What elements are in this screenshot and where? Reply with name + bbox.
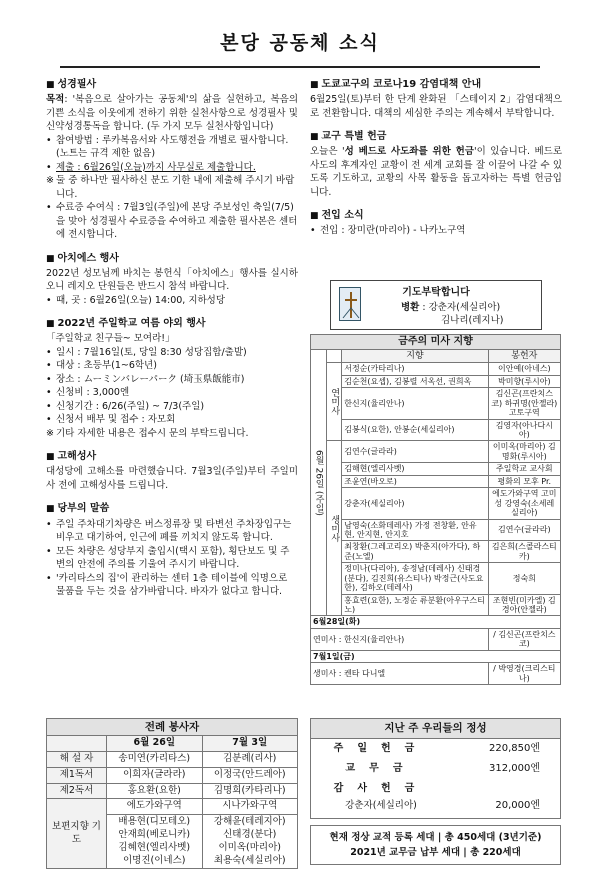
dot-bullet-icon: • — [46, 387, 52, 399]
table-row — [47, 799, 298, 815]
offering-amount: 220,850엔 — [488, 742, 540, 754]
section-heading: 고해성사 — [57, 451, 97, 463]
table-row — [311, 363, 561, 375]
dot-bullet-icon: • — [46, 360, 52, 372]
square-bullet-icon: ■ — [46, 319, 55, 330]
offerer-cell: 박미향(루시아) — [488, 375, 560, 387]
list-item: '카리타스의 집'이 관리하는 센터 1층 테이블에 익명으로 물품을 두는 것을 삼가바랍니다. 바자가 없다고 합니다. — [56, 572, 288, 597]
column-header: 지향 — [342, 349, 488, 363]
table-row — [311, 616, 561, 628]
offerer-cell: 주일학교 교사회 — [488, 463, 560, 475]
section-covid — [310, 78, 562, 120]
square-bullet-icon: ■ — [310, 211, 319, 222]
name-cell: 최용숙(세실리아) — [213, 854, 286, 866]
intention-cell: 김연수(글라라) — [342, 441, 488, 463]
table-title: 금주의 미사 지향 — [311, 335, 561, 350]
offerer-cell: / 박영경(크리스티나) — [488, 663, 560, 685]
offerer-cell: 김연수(글라라) — [488, 519, 560, 541]
dot-bullet-icon: • — [46, 518, 52, 530]
name-cell: 김분례(리사) — [202, 751, 298, 767]
intention-cell: 한신지(율리안나) — [342, 388, 488, 419]
name-cell: 배용현(디모테오) — [118, 816, 191, 828]
weekday-date: 7월1일(금) — [311, 650, 561, 662]
name-cell: 이명진(이네스) — [123, 854, 186, 866]
section-requests — [46, 502, 298, 598]
mass-intention-table — [310, 334, 561, 685]
stat-line: 2021년 교무금 납부 세대 | 총 220세대 — [350, 847, 521, 859]
page-title: 본당 공동체 소식 — [220, 32, 380, 54]
list-item: 장소 : ムーミンバレーパーク (埼玉県飯能市) — [56, 373, 245, 385]
table-row — [311, 475, 561, 487]
dot-bullet-icon: • — [310, 225, 316, 237]
list-item: 일시 : 7월16일(토, 당일 8:30 성당집합/출발) — [56, 346, 247, 358]
dot-bullet-icon: • — [46, 373, 52, 385]
table-row — [47, 783, 298, 799]
role-cell: 제1독서 — [47, 767, 107, 783]
role-cell: 제2독서 — [47, 783, 107, 799]
table-row — [311, 463, 561, 475]
section-heading: 도쿄교구의 코로나19 감염대책 안내 — [321, 79, 482, 90]
prayer-title: 기도부탁합니다 — [402, 287, 470, 298]
section-heading: 성경필사 — [57, 79, 97, 90]
thanks-name: 강춘자(세실리아) — [345, 799, 417, 811]
intention-cell: 서정순(카타리나) — [342, 363, 488, 375]
section-bible-copy — [46, 78, 298, 242]
dot-bullet-icon: • — [46, 202, 52, 214]
square-bullet-icon: ■ — [310, 132, 319, 143]
offerer-cell: 에도가와구역 고미성 강영숙(소세레실리아) — [488, 488, 560, 519]
left-column — [46, 78, 298, 608]
name-cell: 홍요환(요한) — [107, 783, 203, 799]
list-item: 때, 곳 : 6월26일(오늘) 14:00, 지하성당 — [56, 294, 226, 306]
dot-bullet-icon: • — [46, 294, 52, 306]
role-cell: 보편지향 기 도 — [47, 799, 107, 869]
prayer-name: 김나리(레지나) — [441, 315, 504, 327]
liturgy-servers-table — [46, 718, 298, 869]
table-row — [311, 388, 561, 419]
square-bullet-icon: ■ — [310, 80, 319, 90]
intention-cell: 연미사 : 한신지(율리안나) — [311, 628, 489, 650]
body-bold-text: 성 베드로 사도좌를 위한 헌금 — [344, 146, 474, 158]
mass-date-label: 6월 26일 (주일) — [311, 349, 327, 616]
name-cell: 김혜현(엘리사벳) — [118, 841, 191, 853]
table-row — [311, 441, 561, 463]
offerer-cell: 김영자(아나다시아) — [488, 419, 560, 441]
section-acies — [46, 252, 298, 308]
list-item: 모든 차량은 성당부지 출입시(택시 포함), 횡단보도 및 주변의 안전에 주의를 기울여 주시기 바랍니다. — [56, 545, 290, 571]
dot-bullet-icon: • — [46, 545, 52, 557]
list-item: 기타 자세한 내용은 접수시 문의 부탁드립니다. — [56, 427, 249, 439]
offerer-cell: 정숙희 — [488, 563, 560, 594]
intention-cell: 생미사 : 켄타 다니엘 — [311, 663, 489, 685]
square-bullet-icon: ■ — [46, 80, 55, 90]
intention-cell: 홍효련(요한), 노정순 류분환(아우구스티노) — [342, 594, 488, 616]
region-cell: 시나가와구역 — [202, 799, 298, 815]
section-sunday-school — [46, 317, 298, 440]
table-title: 전례 봉사자 — [47, 719, 298, 736]
offerer-cell: 이미옥(마리아) 김명화(루시아) — [488, 441, 560, 463]
offerings-panel — [310, 718, 561, 865]
dot-bullet-icon: • — [46, 134, 52, 146]
section-body: 6월25일(토)부터 한 단계 완화된 「스테이지 2」감염대책으로 전환합니다. 대책의 세심한 주의는 계속해서 부탁합니다. — [310, 94, 562, 119]
list-item: 제출 : 6월26일(오늘)까지 사무실로 제출합니다. — [56, 161, 256, 173]
section-special-collection — [310, 130, 562, 199]
section-subtitle: 「주일학교 친구들~ 모여라!」 — [46, 333, 175, 345]
name-cell: 이희자(글라라) — [107, 767, 203, 783]
name-cell: 송미연(카리타스) — [107, 751, 203, 767]
intention-cell: 김순천(요셉), 김봉렬 서옥선, 권희옥 — [342, 375, 488, 387]
section-body: 대성당에 고해소를 마련했습니다. 7월3일(주일)부터 주일미사 전에 고해성사를 드립니다. — [46, 466, 298, 491]
section-body: 2022년 성모님께 바치는 봉헌식「아치에스」행사를 실시하오니 레지오 단원들은 반드시 참석 바랍니다. — [46, 267, 298, 293]
table-row — [311, 650, 561, 662]
offerer-cell: 평화의 모후 Pr. — [488, 475, 560, 487]
section-confession — [46, 450, 298, 492]
stat-line: 현재 정상 교적 등록 세대 | 총 450세대 (3년기준) — [329, 831, 542, 843]
prayer-request-box — [330, 280, 542, 330]
offering-row — [310, 779, 561, 799]
intention-cell: 정미나(다리아), 송정남(데레사) 신태경(분다), 김진희(유스티나) 박정근(사도요한), 김하오(데레사) — [342, 563, 488, 594]
table-row — [311, 628, 561, 650]
section-heading: 교구 특별 헌금 — [321, 131, 387, 143]
table-row — [311, 663, 561, 685]
role-cell: 해 설 자 — [47, 751, 107, 767]
section-heading: 당부의 말씀 — [57, 503, 110, 515]
table-row — [311, 541, 561, 563]
offerer-cell: 조현빈(미카엘) 김경아(안젤라) — [488, 594, 560, 616]
dot-bullet-icon: • — [46, 346, 52, 358]
table-row — [311, 563, 561, 594]
dot-bullet-icon: • — [46, 161, 52, 173]
list-item: 주일 주차대기차량은 버스정류장 및 타변선 주차장입구는 비우고 대기하여, 인근에 폐를 끼치지 않도록 합니다. — [56, 518, 292, 544]
prayer-name: : 강춘자(세실리아) — [422, 302, 501, 313]
list-item: 수료증 수여식 : 7월3일(주일)에 본당 주보성인 축일(7/5)을 맞아 성경필사 수료증을 수여하고 제출한 필사본은 센터에 전시합니다. — [56, 202, 298, 241]
square-bullet-icon: ■ — [46, 253, 55, 264]
section-heading: 아치에스 행사 — [57, 252, 119, 264]
table-row — [311, 488, 561, 519]
offerings-title: 지난 주 우리들의 정성 — [310, 718, 561, 739]
offerer-cell: 김신곤(프란치스코) 하귀명(안젤라) 고토구역 — [488, 388, 560, 419]
name-cell: 신태경(분다) — [223, 829, 277, 841]
offering-amount: 20,000엔 — [495, 799, 540, 811]
purpose-label: 목적 — [46, 94, 65, 106]
offerer-cell: / 김신곤(프란치스코) — [488, 628, 560, 650]
list-item: 신청비 : 3,000엔 — [56, 387, 130, 399]
column-header: 7월 3일 — [202, 736, 298, 752]
group-label: 연미사 — [326, 363, 342, 441]
offerer-cell: 이안예(아네스) — [488, 363, 560, 375]
name-cell: 김명희(카타리나) — [202, 783, 298, 799]
square-bullet-icon: ■ — [46, 504, 55, 515]
section-transfer-in — [310, 209, 562, 238]
intention-cell: 김해현(엘리사벳) — [342, 463, 488, 475]
table-row — [311, 419, 561, 441]
group-label: 생미사 — [326, 441, 342, 616]
asterisk-icon: ※ — [46, 175, 54, 187]
table-row — [47, 767, 298, 783]
list-item: 둘 중 하나만 필사하신 분도 기한 내에 제출해 주시기 바랍니다. — [56, 175, 295, 200]
intention-cell: 강춘자(세실리아) — [342, 488, 488, 519]
offering-row — [310, 739, 561, 759]
purpose-text: : '복음으로 살아가는 공동체'의 삶을 실현하고, 복음의 기쁜 소식을 이웃에게 전하기 위한 실천사항으로 성경필사 및 신약성경통독을 합니다. (두 가지 모두 실천사항입니다) — [46, 94, 298, 133]
household-stats — [310, 825, 561, 865]
name-cell: 강해윤(테레지아) — [213, 816, 286, 828]
prayer-label: 병환 — [401, 302, 420, 313]
list-item: 참여방법 : 루카복음서와 사도행전을 개별로 필사합니다. (노트는 규격 제한 없음) — [56, 134, 289, 160]
table-row — [311, 594, 561, 616]
list-item: 신청서 배부 및 접수 : 자모회 — [56, 414, 176, 426]
body-text: 오늘은 ' — [310, 146, 345, 158]
list-item: 전입 : 장미란(마리아) - 나카노구역 — [320, 225, 466, 237]
region-cell: 에도가와구역 — [107, 799, 203, 815]
dot-bullet-icon: • — [46, 400, 52, 412]
name-cell: 안재희(베로니카) — [118, 829, 191, 841]
page-title-wrap — [60, 30, 540, 57]
offering-label: 주일헌금 — [333, 742, 429, 754]
section-heading: 전입 소식 — [321, 210, 364, 222]
dot-bullet-icon: • — [46, 414, 52, 426]
column-header: 6월 26일 — [107, 736, 203, 752]
intention-cell: 남영숙(소화데레사) 가정 전창환, 안유현, 안지현, 안지호 — [342, 519, 488, 541]
intention-cell: 김봉식(요한), 안봉순(세실리아) — [342, 419, 488, 441]
column-header: 봉헌자 — [488, 349, 560, 363]
weekday-date: 6월28일(화) — [311, 616, 561, 628]
section-heading: 2022년 주일학교 여름 야외 행사 — [57, 318, 206, 330]
body-text: '이 있습니다. 베드로 사도의 후계자인 교황이 전 세계 교회를 잘 이끌어 나갈 수 있도록 기도하고, 교황의 사목 활동을 돕고자하는 특별 헌금입니다. — [310, 146, 563, 198]
offerer-cell: 김은희(스콜라스티카) — [488, 541, 560, 563]
table-row — [47, 751, 298, 767]
list-item: 대상 : 초등부(1~6학년) — [56, 360, 157, 372]
square-bullet-icon: ■ — [46, 452, 55, 463]
offering-row — [310, 799, 561, 819]
table-row — [311, 375, 561, 387]
intention-cell: 조윤연(바오로) — [342, 475, 488, 487]
asterisk-icon: ※ — [46, 427, 54, 439]
offering-label: 교무금 — [345, 762, 417, 774]
name-cell: 이정국(안드레아) — [202, 767, 298, 783]
intention-cell: 최창환(그레고리오) 박춘지(아가다), 하준(노엘) — [342, 541, 488, 563]
name-cell: 이미옥(마리아) — [218, 841, 281, 853]
offering-label: 감사헌금 — [333, 782, 429, 794]
dot-bullet-icon: • — [46, 572, 52, 584]
table-row — [311, 519, 561, 541]
offering-row — [310, 759, 561, 779]
title-divider — [60, 66, 540, 68]
offering-amount: 312,000엔 — [488, 762, 540, 774]
right-column — [310, 78, 562, 248]
list-item: 신청기간 : 6/26(주일) ~ 7/3(주일) — [56, 400, 205, 412]
